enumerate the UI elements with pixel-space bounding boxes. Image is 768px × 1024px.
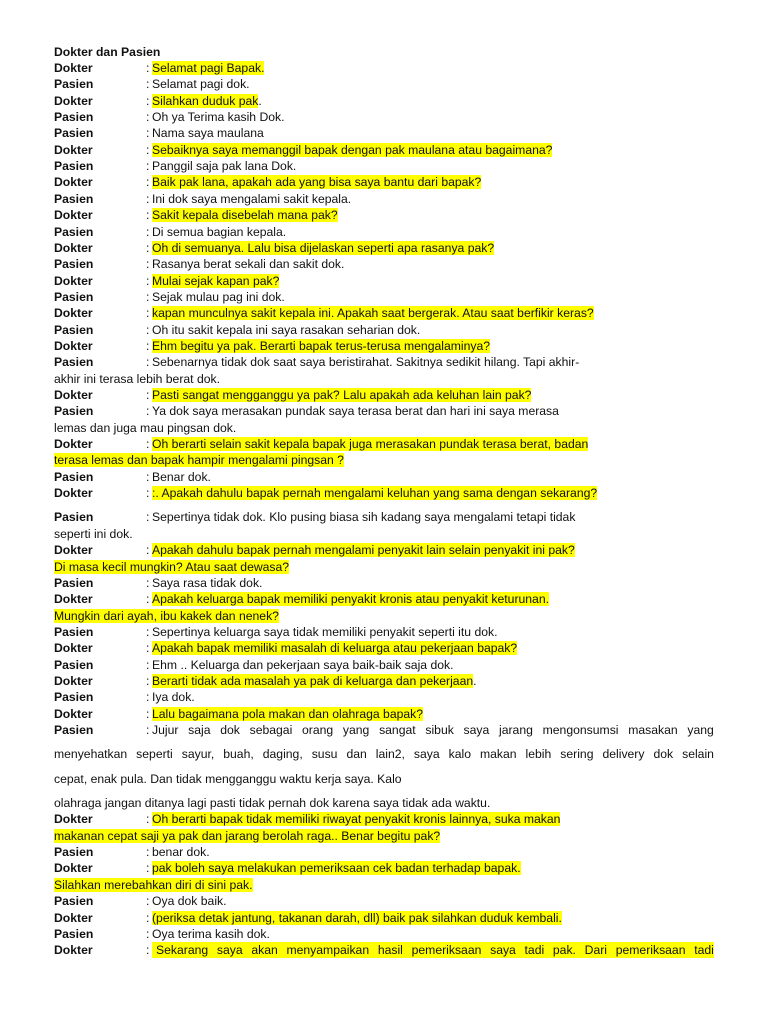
word: tadi [694,943,714,958]
long-answer-line-3: cepat, enak pula. Dan tidak mengganggu waktu kerja saya. Kalo [54,771,402,786]
word: hasil [377,943,403,958]
dialogue-line [54,142,714,158]
word: susu [311,747,338,762]
long-answer [54,722,714,738]
separator: : [146,723,150,737]
utterance-text: Oh ya Terima kasih Dok. [152,110,285,125]
separator: : [146,355,150,370]
utterance [54,403,714,419]
speaker-label: Pasien [54,355,94,370]
word: mengonsumsi [542,723,619,737]
utterance [54,509,714,525]
separator: : [146,110,150,125]
separator: : [146,208,150,223]
utterance [54,240,714,256]
word: sayur, [181,747,215,762]
separator: : [146,257,150,272]
utterance [54,109,714,125]
word: pemeriksaan [615,943,686,958]
dialogue-line [54,93,714,109]
utterance-continuation [54,371,220,387]
word: lebih [525,747,552,762]
utterance [54,125,714,141]
utterance [54,224,714,240]
speaker-label: Dokter [54,673,93,688]
separator: : [146,910,150,925]
dialogue-line [54,436,714,452]
separator: : [146,926,150,941]
word: dan [346,747,367,762]
dialogue-line [54,509,714,525]
word: pak. [552,943,576,958]
utterance [54,289,714,305]
speaker-label: Dokter [54,273,93,288]
speaker-label: Pasien [54,657,94,672]
utterance-text: Sebenarnya tidak dok saat saya beristirahat. Sakitnya sedikit hilang. Tapi akhir- [152,355,580,370]
speaker-label: Pasien [54,926,94,941]
utterance-text: Oya dok baik. [152,894,227,909]
utterance [54,844,714,860]
word: yang [687,723,714,737]
speaker-label: Dokter [54,910,93,925]
highlighted-text: Oh berarti selain sakit kepala bapak juga merasakan pundak terasa berat, badan [152,437,589,452]
word: pemeriksaan [411,943,482,958]
speaker-label: Dokter [54,943,93,958]
long-answer-line-1 [54,722,714,738]
utterance-text: Sepertinya tidak dok. Klo pusing biasa sih kadang saya mengalami tetapi tidak [152,510,576,525]
separator: : [146,273,150,288]
utterance [54,338,714,354]
separator: : [146,861,150,876]
dialogue-line [54,125,714,141]
separator: : [146,706,150,721]
speaker-label: Pasien [54,845,94,860]
word: makan [479,747,517,762]
highlighted-text: :. Apakah dahulu bapak pernah mengalami keluhan yang sama dengan sekarang? [152,486,598,501]
dialogue-line [54,207,714,223]
speaker-label: Dokter [54,437,93,452]
speaker-label: Dokter [54,812,93,827]
utterance [54,158,714,174]
word: sebagai [249,723,293,737]
dialogue-line [54,403,714,419]
speaker-label: Pasien [54,624,94,639]
utterance [54,910,714,926]
dialogue-line [54,657,714,673]
word: dok [220,723,240,737]
separator: : [146,543,150,558]
utterance-continuation [54,877,253,893]
highlighted-text: Silahkan merebahkan diri di sini pak. [54,877,253,892]
separator: : [146,690,150,705]
dialogue-line [54,60,714,76]
highlighted-text [152,942,714,958]
word: saya [490,943,516,958]
speaker-label: Dokter [54,706,93,721]
separator: : [146,175,150,190]
utterance [54,542,714,558]
separator: : [146,142,150,157]
speaker-label: Dokter [54,592,93,607]
dialogue-line [54,910,714,926]
separator: : [146,657,150,672]
utterance [54,76,714,92]
highlighted-text: Sebaiknya saya memanggil bapak dengan pak maulana atau bagaimana? [152,142,553,157]
dialogue-line [54,640,714,656]
separator: : [146,641,150,656]
highlighted-text: terasa lemas dan bapak hampir mengalami pingsan ? [54,453,344,468]
separator: : [146,191,150,206]
speaker-label: Pasien [54,404,94,419]
speaker-label: Pasien [54,159,94,174]
utterance [54,256,714,272]
separator: : [146,943,150,958]
word: jarang [499,723,533,737]
document-title: Dokter dan Pasien [54,45,161,59]
utterance-continuation [54,828,440,844]
highlighted-text: Apakah keluarga bapak memiliki penyakit kronis atau penyakit keturunan. [152,592,549,607]
dialogue-line [54,485,714,501]
speaker-label: Pasien [54,469,94,484]
utterance-tail: . [473,673,477,688]
speaker-label: Pasien [54,191,94,206]
word: akan [251,943,278,958]
dialogue-line [54,860,714,876]
separator: : [146,224,150,239]
utterance [54,893,714,909]
speaker-label: Pasien [54,723,94,737]
dialogue-line [54,240,714,256]
utterance [54,142,714,158]
separator: : [146,289,150,304]
dialogue-line [54,811,714,827]
utterance [54,322,714,338]
highlighted-text: Oh berarti bapak tidak memiliki riwayat penyakit kronis lainnya, suka makan [152,812,561,827]
dialogue-line [54,158,714,174]
utterance-text: Sejak mulau pag ini dok. [152,289,285,304]
utterance [54,60,714,76]
dialogue-line [54,893,714,909]
long-answer-line-2 [54,746,714,762]
separator: : [146,592,150,607]
utterance-text: Saya rasa tidak dok. [152,575,263,590]
dialogue-line [54,273,714,289]
dialogue-line [54,624,714,640]
utterance [54,207,714,223]
separator: : [146,575,150,590]
speaker-label: Dokter [54,338,93,353]
utterance-continuation [54,452,344,468]
utterance-text: Panggil saja pak lana Dok. [152,159,297,174]
utterance-text: Benar dok. [152,469,211,484]
speaker-label: Pasien [54,126,94,141]
separator: : [146,322,150,337]
utterance [54,273,714,289]
dialogue-line [54,926,714,942]
highlighted-text: Selamat pagi Bapak. [152,61,265,75]
separator: : [146,77,150,92]
speaker-label: Dokter [54,486,93,501]
separator: : [146,240,150,255]
justified-text [54,746,714,762]
dialogue-line [54,689,714,705]
separator: : [146,486,150,501]
utterance-text: benar dok. [152,845,210,860]
separator: : [146,624,150,639]
dialogue-line [54,191,714,207]
separator: : [146,437,150,452]
word: sering [560,747,594,762]
separator: : [146,159,150,174]
utterance-text: Ehm .. Keluarga dan pekerjaan saya baik-baik saja dok. [152,657,454,672]
utterance [54,811,714,827]
utterance-text: Ini dok saya mengalami sakit kepala. [152,191,352,206]
highlighted-text: Sakit kepala disebelah mana pak? [152,208,338,223]
dialogue-line [54,706,714,722]
word: Sekarang [156,943,209,958]
highlighted-text: Mulai sejak kapan pak? [152,273,280,288]
separator: : [146,469,150,484]
dialogue-line [54,256,714,272]
utterance-text: Nama saya maulana [152,126,264,141]
utterance-text: Selamat pagi dok. [152,77,250,92]
word: menyampaikan [286,943,370,958]
separator: : [146,845,150,860]
word: seperti [136,747,173,762]
utterance [54,354,714,370]
utterance-text: akhir ini terasa lebih berat dok. [54,371,220,386]
justified-text [54,722,714,738]
utterance-text: Di semua bagian kepala. [152,224,287,239]
highlighted-text: Baik pak lana, apakah ada yang bisa saya bantu dari bapak? [152,175,482,190]
utterance-text: Ya dok saya merasakan pundak saya terasa berat dan hari ini saya merasa [152,404,559,419]
utterance [54,591,714,607]
speaker-label: Dokter [54,61,93,75]
separator: : [146,404,150,419]
utterance-text: Sepertinya keluarga saya tidak memiliki penyakit seperti itu dok. [152,624,498,639]
word: delivery [602,747,645,762]
utterance-continuation [54,526,133,542]
utterance-text: lemas dan juga mau pingsan dok. [54,420,237,435]
speaker-label: Pasien [54,289,94,304]
utterance-continuation [54,608,279,624]
word: selain [682,747,714,762]
dialogue-line [54,575,714,591]
separator: : [146,338,150,353]
word: saya [216,943,243,958]
highlighted-text: Di masa kecil mungkin? Atau saat dewasa? [54,559,290,574]
speaker-label: Pasien [54,322,94,337]
utterance [54,926,714,942]
separator: : [146,673,150,688]
utterance [54,191,714,207]
separator: : [146,306,150,321]
speaker-label: Dokter [54,240,93,255]
utterance-tail: . [258,93,262,108]
word: buah, [223,747,254,762]
dialogue-line [54,844,714,860]
utterance [54,174,714,190]
utterance [54,706,714,722]
utterance-text: Iya dok. [152,690,195,705]
speaker-label: Dokter [54,208,93,223]
separator: : [146,510,150,525]
dialogue-line [54,76,714,92]
highlighted-text: Apakah dahulu bapak pernah mengalami penyakit lain selain penyakit ini pak? [152,543,575,558]
utterance [54,575,714,591]
separator: : [146,126,150,141]
speaker-label: Dokter [54,175,93,190]
utterance [54,640,714,656]
dialogue-line [54,591,714,607]
speaker-label: Pasien [54,257,94,272]
utterance-text: Rasanya berat sekali dan sakit dok. [152,257,345,272]
dialogue-line [54,673,714,689]
utterance [54,485,714,501]
utterance [54,689,714,705]
speaker-label: Dokter [54,861,93,876]
dialogue-line-last [54,942,714,958]
highlighted-text: Silahkan duduk pak [152,93,259,108]
dialogue-line [54,109,714,125]
speaker-label: Pasien [54,690,94,705]
long-answer-line-4: olahraga jangan ditanya lagi pasti tidak pernah dok karena saya tidak ada waktu. [54,796,491,811]
utterance [54,305,714,321]
speaker-label: Dokter [54,306,93,321]
word: saja [188,723,211,737]
word: tadi [524,943,545,958]
dialogue-line [54,322,714,338]
dialogue-line [54,354,714,370]
utterance [54,469,714,485]
word: Dari [584,943,608,958]
speaker-label: Dokter [54,543,93,558]
speaker-label: Pasien [54,894,94,909]
dialogue-line [54,542,714,558]
word: yang [342,723,370,737]
speaker-label: Pasien [54,110,94,125]
highlighted-text: makanan cepat saji ya pak dan jarang berolah raga.. Benar begitu pak? [54,828,441,843]
utterance-continuation [54,559,289,575]
speaker-label: Dokter [54,93,93,108]
utterance [54,387,714,403]
word: orang [302,723,334,737]
utterance-continuation [54,420,236,436]
separator: : [146,388,150,402]
word: saya [463,723,490,737]
word: sibuk [425,723,454,737]
utterance [54,673,714,689]
utterance-text: Oya terima kasih dok. [152,926,270,941]
utterance-text: seperti ini dok. [54,526,133,541]
highlighted-text: Lalu bagaimana pola makan dan olahraga bapak? [152,706,424,721]
separator: : [146,61,150,75]
word: daging, [262,747,303,762]
highlighted-text: Pasti sangat mengganggu ya pak? Lalu apakah ada keluhan lain pak? [152,388,532,402]
highlighted-text: Mungkin dari ayah, ibu kakek dan nenek? [54,608,279,623]
dialogue-line [54,174,714,190]
dialogue-line [54,224,714,240]
utterance [54,624,714,640]
word: dok [653,747,674,762]
word: menyehatkan [54,747,128,762]
highlighted-text: Oh di semuanya. Lalu bisa dijelaskan seperti apa rasanya pak? [152,240,495,255]
highlighted-text: kapan munculnya sakit kepala ini. Apakah saat bergerak. Atau saat berfikir keras? [152,306,594,321]
word: saya [413,747,440,762]
highlighted-text: (periksa detak jantung, takanan darah, dll) baik pak silahkan duduk kembali. [152,910,562,925]
utterance [54,860,714,876]
utterance [54,436,714,452]
dialogue-line [54,387,714,403]
utterance [54,93,714,109]
word: kalo [448,747,471,762]
word: lain2, [375,747,405,762]
highlighted-text: Apakah bapak memiliki masalah di keluarga atau pekerjaan bapak? [152,641,518,656]
speaker-label: Pasien [54,224,94,239]
separator: : [146,93,150,108]
utterance [54,657,714,673]
highlighted-text: Berarti tidak ada masalah ya pak di keluarga dan pekerjaan [152,673,474,688]
speaker-label: Dokter [54,142,93,157]
speaker-label: Pasien [54,510,94,525]
separator: : [146,894,150,909]
dialogue-line [54,305,714,321]
speaker-label: Dokter [54,641,93,656]
speaker-label: Pasien [54,77,94,92]
utterance-text: Oh itu sakit kepala ini saya rasakan seharian dok. [152,322,421,337]
dialogue-line [54,289,714,305]
word: sangat [379,723,416,737]
highlighted-text: pak boleh saya melakukan pemeriksaan cek badan terhadap bapak. [152,861,521,876]
separator: : [146,812,150,827]
speaker-label: Dokter [54,388,93,402]
dialogue-line [54,338,714,354]
word: masakan [628,723,678,737]
word: Jujur [152,723,179,737]
dialogue-line [54,469,714,485]
highlighted-text: Ehm begitu ya pak. Berarti bapak terus-terusa mengalaminya? [152,338,491,353]
speaker-label: Pasien [54,575,94,590]
